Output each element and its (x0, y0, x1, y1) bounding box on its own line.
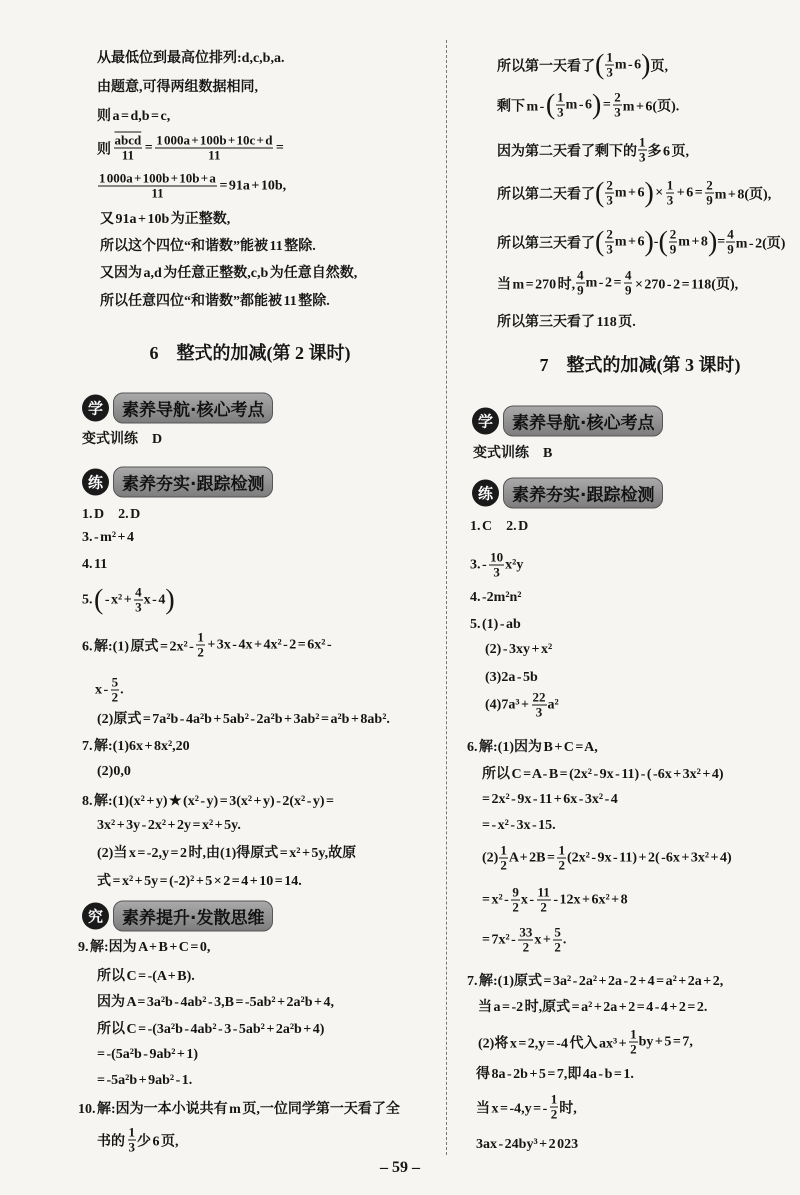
answer-line (82, 503, 140, 523)
fraction-denominator: 3 (493, 564, 500, 580)
badge-label: 素养导航·核心考点 (503, 406, 663, 437)
math-text: 7. 解:(1)原式 = 3a² - 2a² + 2a - 2 + 4 = a² + 2a + 2, (467, 974, 724, 989)
large-parenthesis: ) (641, 49, 651, 80)
answer-line (476, 1063, 634, 1083)
math-text: 又因为 a,d 为任意正整数,c,b 为任意自然数, (100, 266, 358, 281)
math-text: m + 8(页), (714, 187, 772, 202)
large-parenthesis: ( (658, 226, 668, 257)
math-text: 所以这个四位“和谐数”能被 11 整除. (100, 239, 316, 254)
fraction (128, 1126, 137, 1155)
math-text: 变式训练 D (82, 432, 163, 447)
answer-line (97, 134, 284, 163)
fraction (98, 172, 217, 201)
answer-line (482, 763, 724, 783)
fraction (553, 926, 562, 955)
math-text: - x² + (103, 592, 134, 607)
math-text: 剩下 m - (497, 99, 546, 114)
fraction-denominator: 3 (535, 704, 543, 720)
math-text: (4)7a³ + (485, 697, 531, 712)
fraction (114, 134, 143, 163)
answer-line (97, 764, 131, 780)
math-text: (2x² - 9x - 11) + 2( -6x + 3x² + 4) (566, 850, 732, 865)
large-parenthesis: ( (595, 49, 605, 80)
answer-line (470, 590, 522, 606)
math-text: 所以第三天看了 (497, 236, 595, 251)
math-text: 由题意,可得两组数据相同, (97, 80, 258, 95)
large-parenthesis: ( (595, 226, 605, 257)
math-text: = x² - (482, 892, 511, 907)
section-badge (472, 478, 663, 509)
fraction-denominator: 2 (197, 644, 204, 660)
fraction-numerator: 2 (706, 177, 713, 193)
answer-line (100, 262, 357, 282)
math-text: 所以第二天看了 (497, 187, 595, 202)
answer-line (482, 886, 628, 915)
answer-line (97, 1018, 324, 1038)
fraction-numerator: 4 (624, 267, 632, 283)
fraction-numerator: 4 (577, 267, 584, 283)
math-text: = -5a²b + 9ab² - 1. (97, 1073, 193, 1088)
math-text: 少 6 页, (137, 1134, 179, 1149)
fraction-denominator: 9 (577, 282, 584, 298)
math-text: 6. 解:(1)因为 B + C = A, (467, 740, 598, 755)
math-text: 变式训练 B (473, 446, 553, 461)
answer-line (82, 790, 334, 810)
math-text: - 12x + 6x² + 8 (551, 892, 628, 907)
fraction (111, 676, 120, 705)
fraction-numerator: 1 (128, 1124, 135, 1140)
math-text: 所以 C = A - B = (2x² - 9x - 11) - ( -6x + 3x² + 4) (482, 767, 724, 782)
fraction (556, 91, 565, 120)
badge-circle-icon: 学 (82, 395, 109, 422)
math-text: 3ax - 24by³ + 2 023 (476, 1137, 579, 1152)
answer-line (473, 442, 552, 462)
fraction-numerator: 1 (500, 842, 507, 858)
answer-line (97, 47, 284, 67)
section-badge (82, 393, 273, 424)
answer-line (82, 428, 162, 448)
math-text: 当 x = -4,y = - (476, 1101, 549, 1116)
fraction (638, 136, 647, 165)
math-text: (2)将 x = 2,y = -4 代入 ax³ + (478, 1036, 629, 1051)
fraction-denominator: 2 (554, 939, 561, 955)
large-parenthesis: ( (545, 89, 556, 120)
badge-label: 素养夯实·跟踪检测 (503, 478, 663, 509)
fraction-numerator: 4 (135, 584, 142, 600)
fraction-numerator: 1 (558, 842, 565, 858)
math-text: m - 6 (614, 57, 642, 72)
answer-line (497, 228, 785, 257)
math-text: 则 (97, 142, 113, 157)
fraction (511, 886, 520, 915)
fraction-numerator: 33 (519, 924, 533, 940)
fraction (605, 179, 614, 208)
math-text: 所以第一天看了 (497, 59, 595, 74)
math-text: × 270 - 2 = 118(页), (633, 277, 739, 292)
fraction-numerator: 1 (557, 89, 564, 105)
math-text: m - 6 (565, 97, 592, 112)
math-text: 当 a = -2 时,原式 = a² + 2a + 2 = 4 - 4 + 2 = 2. (478, 1000, 708, 1015)
fraction-denominator: 2 (550, 1106, 558, 1122)
fraction (532, 691, 547, 720)
math-text: 页, (650, 59, 668, 74)
fraction (537, 886, 551, 915)
answer-line (95, 676, 124, 705)
answer-line (497, 269, 738, 298)
fraction-numerator: abcd (114, 132, 142, 148)
section-heading: 7 整式的加减(第 3 课时) (539, 355, 741, 375)
fraction (155, 134, 273, 163)
math-text: . (562, 932, 567, 947)
fraction-numerator: 4 (727, 226, 734, 242)
math-text: m - 2 = (585, 275, 623, 290)
math-text: = 2x² - 9x - 11 + 6x - 3x² - 4 (482, 792, 618, 807)
fraction-denominator: 2 (630, 1041, 637, 1057)
fraction (499, 844, 508, 873)
fraction (613, 91, 622, 120)
answer-line (100, 208, 230, 228)
fraction-denominator: 3 (557, 104, 564, 120)
section-badge (472, 406, 663, 437)
math-text: 8. 解:(1)(x² + y) ★ (x² - y) = 3(x² + y) - 2(x² - y) = (82, 794, 335, 809)
fraction-denominator: 3 (666, 192, 674, 208)
fraction (629, 1028, 638, 1057)
fraction-denominator: 3 (606, 241, 613, 257)
math-text: 5. (82, 592, 94, 607)
math-text: 则 a = d,b = c, (97, 109, 171, 124)
fraction-numerator: 1 (606, 49, 613, 65)
math-text: = (274, 140, 284, 155)
math-text: x²y (505, 557, 524, 572)
fraction-denominator: 2 (111, 689, 119, 705)
math-text: = 7x² - (482, 932, 518, 947)
answer-line (97, 708, 390, 728)
fraction-numerator: 2 (606, 177, 613, 193)
math-text: + 6 = (675, 185, 705, 200)
fraction-denominator: 2 (558, 857, 565, 873)
math-text: by + 5 = 7, (638, 1034, 693, 1049)
math-text: x - 4 (143, 592, 166, 607)
fraction-numerator: 5 (554, 924, 561, 940)
math-text: (3)2a - 5b (485, 670, 538, 685)
answer-line (82, 735, 190, 755)
large-parenthesis: ) (591, 89, 602, 120)
large-parenthesis: ) (707, 226, 718, 257)
math-text: 书的 (97, 1134, 127, 1149)
answer-line (97, 965, 195, 985)
fraction (605, 228, 614, 257)
answer-line (467, 736, 598, 756)
math-text: 式 = x² + 5y = (-2)² + 5 × 2 = 4 + 10 = 14. (97, 874, 302, 889)
answer-line (97, 1073, 192, 1089)
math-text: (2)0,0 (97, 764, 131, 779)
fraction-numerator: 1 (197, 629, 204, 645)
answer-line (482, 792, 618, 808)
math-text: = -(5a²b - 9ab² + 1) (97, 1047, 199, 1062)
answer-line (485, 670, 538, 686)
math-text: m + 6 (614, 185, 645, 200)
answer-line (97, 76, 258, 96)
fraction-numerator: 2 (669, 226, 677, 242)
math-text: 1. C 2. D (470, 519, 529, 534)
math-text: 得 8a - 2b + 5 = 7,即 4a - b = 1. (476, 1067, 634, 1082)
math-text: = (717, 234, 726, 249)
answer-line (97, 1047, 198, 1063)
math-text: × (653, 185, 665, 200)
large-parenthesis: ( (94, 584, 104, 615)
section-badge (82, 467, 273, 498)
answer-line (478, 996, 707, 1016)
answer-line (97, 991, 334, 1011)
fraction-denominator: 9 (624, 282, 632, 298)
badge-circle-icon: 学 (472, 408, 499, 435)
answer-line (470, 515, 528, 535)
math-text: + 3x - 4x + 4x² - 2 = 6x² - (205, 637, 332, 652)
fraction-denominator: 11 (208, 147, 221, 163)
math-text: 所以 C = -(A + B). (97, 969, 195, 984)
fraction (550, 1093, 559, 1122)
fraction-denominator: 2 (522, 939, 530, 955)
fraction-numerator: 1 (639, 134, 646, 150)
answer-line (82, 631, 332, 660)
math-text: m + 6 (614, 234, 645, 249)
fraction-denominator: 3 (606, 64, 613, 80)
fraction (705, 179, 714, 208)
math-text: 所以 C = -(3a²b - 4ab² - 3 - 5ab² + 2a²b + 4) (97, 1022, 325, 1037)
fraction-numerator: 2 (614, 89, 621, 105)
fraction-numerator: 1 (666, 177, 674, 193)
fraction-denominator: 9 (706, 192, 713, 208)
math-text: (2)当 x = -2,y = 2 时,由(1)得原式 = x² + 5y,故原 (97, 846, 357, 861)
math-text: 4. 11 (82, 557, 108, 572)
fraction-denominator: 3 (128, 1139, 135, 1155)
answer-line (476, 1093, 577, 1122)
fraction-numerator: 9 (512, 884, 519, 900)
answer-line (470, 551, 523, 580)
fraction-numerator: 5 (111, 674, 119, 690)
fraction (624, 269, 633, 298)
math-text: 3x² + 3y - 2x² + 2y = x² + 5y. (97, 818, 241, 833)
fraction (196, 631, 205, 660)
math-text: x - (95, 682, 110, 697)
answer-line (482, 818, 556, 834)
fraction-denominator: 2 (500, 857, 507, 873)
answer-line (97, 818, 241, 834)
fraction (557, 844, 566, 873)
math-text: m - 2(页) (735, 236, 786, 251)
fraction-denominator: 11 (151, 185, 164, 201)
math-text: 所以任意四位“和谐数”都能被 11 整除. (100, 294, 330, 309)
answer-line (97, 842, 356, 862)
large-parenthesis: ) (644, 177, 654, 208)
math-text: (2) (482, 850, 499, 865)
fraction (726, 228, 735, 257)
answer-line (497, 91, 679, 120)
answer-line (97, 105, 170, 125)
math-text: 所以第三天看了 118 页. (497, 315, 636, 330)
fraction-numerator: 1 000a + 100b + 10b + a (99, 170, 216, 186)
answer-line (100, 290, 330, 310)
section-heading: 6 整式的加减(第 2 课时) (149, 343, 351, 363)
answer-line (485, 642, 552, 658)
fraction-denominator: 9 (669, 241, 677, 257)
fraction-denominator: 2 (512, 899, 519, 915)
fraction (605, 51, 614, 80)
badge-circle-icon: 究 (82, 903, 109, 930)
math-text: (2)原式 = 7a²b - 4a²b + 5ab² - 2a²b + 3ab² = a²b + 8ab². (97, 712, 390, 727)
math-text: 多 6 页, (647, 144, 689, 159)
fraction (666, 179, 675, 208)
math-text: 因为 A = 3a²b - 4ab² - 3,B = -5ab² + 2a²b + 4, (97, 995, 335, 1010)
column-divider (446, 40, 447, 1155)
page-number: – 59 – (380, 1159, 420, 1176)
answer-line (497, 51, 668, 80)
math-text: 7. 解:(1)6x + 8x²,20 (82, 739, 190, 754)
answer-line (78, 1098, 400, 1118)
fraction-denominator: 2 (540, 899, 547, 915)
badge-circle-icon: 练 (472, 480, 499, 507)
math-text: m + 8 (678, 234, 708, 249)
badge-label: 素养提升·发散思维 (113, 901, 273, 932)
fraction (576, 269, 585, 298)
math-text: 4. -2m²n² (470, 590, 522, 605)
answer-line (97, 172, 286, 201)
answer-line (482, 926, 566, 955)
answer-line (485, 691, 559, 720)
answer-line (82, 586, 175, 615)
fraction-denominator: 9 (727, 241, 734, 257)
fraction (518, 926, 533, 955)
fraction-denominator: 11 (121, 147, 135, 163)
fraction-numerator: 1 (550, 1091, 558, 1107)
math-text: 又 91a + 10b 为正整数, (100, 212, 231, 227)
answer-line (467, 970, 723, 990)
badge-label: 素养夯实·跟踪检测 (113, 467, 273, 498)
fraction-denominator: 3 (135, 599, 142, 615)
math-text: A + 2B = (508, 850, 557, 865)
math-text: = - x² - 3x - 15. (482, 818, 556, 833)
math-text: = 91a + 10b, (217, 178, 287, 193)
math-text: 6. 解:(1) 原式 = 2x² - (82, 639, 196, 654)
fraction (669, 228, 678, 257)
math-text: 从最低位到最高位排列:d,c,b,a. (97, 51, 285, 66)
large-parenthesis: ) (644, 226, 654, 257)
section-badge (82, 901, 273, 932)
math-text: m + 6(页). (622, 99, 680, 114)
large-parenthesis: ) (165, 584, 175, 615)
answer-line (100, 235, 316, 255)
fraction-numerator: 2 (606, 226, 613, 242)
math-text: . (120, 682, 124, 697)
large-parenthesis: ( (595, 177, 605, 208)
fraction-denominator: 3 (606, 192, 613, 208)
answer-line (497, 136, 689, 165)
answer-line (478, 1028, 693, 1057)
math-text: (2) - 3xy + x² (485, 642, 553, 657)
answer-line (97, 1126, 179, 1155)
math-text: = (601, 97, 613, 112)
fraction (489, 551, 504, 580)
fraction-numerator: 1 000a + 100b + 10c + d (156, 132, 273, 148)
math-text: x - (520, 892, 536, 907)
math-text: 因为第二天看了剩下的 (497, 144, 637, 159)
math-text: x + (534, 932, 553, 947)
answer-line (482, 844, 732, 873)
badge-circle-icon: 练 (82, 469, 109, 496)
answer-line (476, 1137, 578, 1153)
fraction (134, 586, 143, 615)
fraction-numerator: 11 (537, 884, 550, 900)
math-text: = (143, 140, 155, 155)
answer-line (97, 870, 302, 890)
math-text: - (653, 234, 659, 249)
fraction-denominator: 3 (614, 104, 621, 120)
math-text: 3. - (470, 557, 489, 572)
answer-line (78, 936, 210, 956)
answer-line (470, 617, 521, 633)
answer-line (497, 179, 771, 208)
math-text: 时, (559, 1101, 577, 1116)
answer-line (82, 530, 134, 546)
fraction-numerator: 1 (630, 1026, 637, 1042)
answer-line (82, 557, 107, 573)
math-text: 9. 解:因为 A + B + C = 0, (78, 940, 211, 955)
math-text: 1. D 2. D (82, 507, 141, 522)
fraction-denominator: 3 (639, 149, 646, 165)
badge-label: 素养导航·核心考点 (113, 393, 273, 424)
fraction-numerator: 22 (532, 689, 546, 705)
answer-line (497, 311, 636, 331)
math-text: 10. 解:因为一本小说共有 m 页,一位同学第一天看了全 (78, 1102, 400, 1117)
math-text: 3. - m² + 4 (82, 530, 134, 545)
math-text: 当 m = 270 时, (497, 277, 576, 292)
math-text: a² (547, 697, 559, 712)
fraction-numerator: 10 (490, 549, 504, 565)
math-text: 5. (1) - ab (470, 617, 521, 632)
